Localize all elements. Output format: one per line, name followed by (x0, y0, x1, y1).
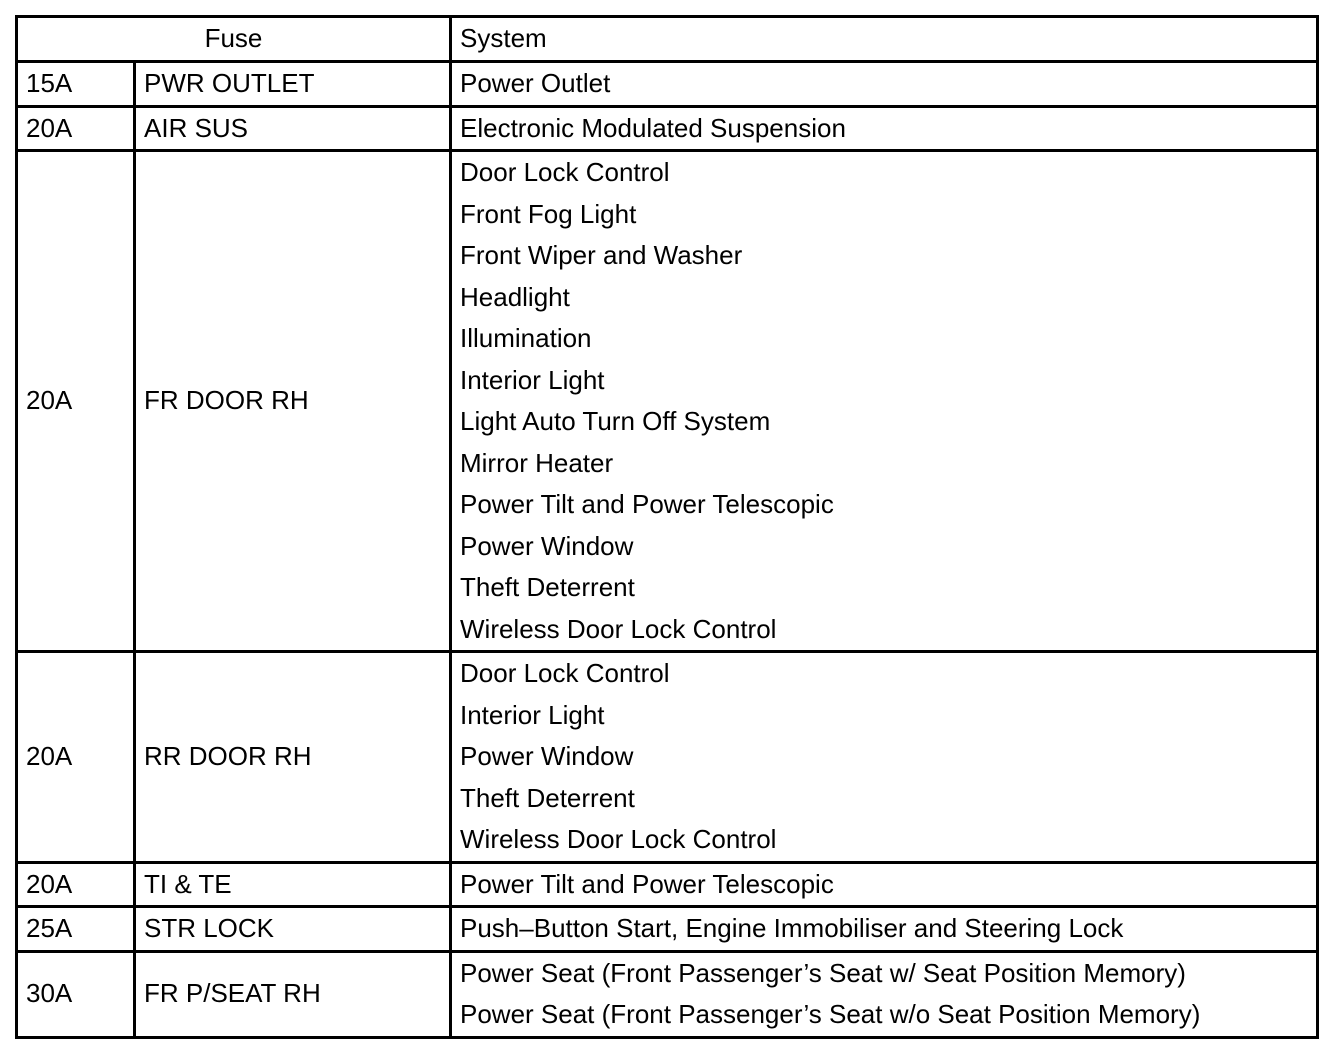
system-item: Light Auto Turn Off System (460, 406, 771, 436)
header-row (17, 17, 1318, 62)
system-item: Front Wiper and Washer (460, 240, 743, 270)
system-cell (451, 951, 1318, 1037)
system-item: Wireless Door Lock Control (460, 824, 777, 854)
system-cell (451, 907, 1318, 952)
fuse-table-body (17, 62, 1318, 1038)
system-item: Door Lock Control (460, 157, 670, 187)
system-item: Power Tilt and Power Telescopic (460, 489, 834, 519)
system-item: Power Window (460, 741, 634, 771)
system-item: Power Window (460, 530, 634, 561)
table-row (17, 652, 1318, 863)
system-cell (451, 106, 1318, 151)
system-item: Power Outlet (460, 68, 611, 98)
system-item: Illumination (460, 323, 592, 353)
system-item: Theft Deterrent (460, 572, 635, 602)
fuse-name: FR P/SEAT RH (135, 951, 451, 1037)
table-row (17, 151, 1318, 652)
fuse-amperage: 15A (17, 62, 135, 107)
system-item: Electronic Modulated Suspension (460, 112, 846, 143)
system-cell (451, 62, 1318, 107)
table-row (17, 862, 1318, 907)
system-item: Interior Light (460, 699, 605, 730)
fuse-name: PWR OUTLET (135, 62, 451, 107)
system-item: Headlight (460, 281, 570, 312)
system-cell (451, 151, 1318, 652)
fuse-table (15, 15, 1319, 1039)
system-item: Push–Button Start, Engine Immobiliser and Steering Lock (460, 913, 1124, 943)
system-item: Theft Deterrent (460, 782, 635, 813)
system-item: Wireless Door Lock Control (460, 613, 777, 644)
system-cell (451, 862, 1318, 907)
table-row (17, 907, 1318, 952)
table-row (17, 951, 1318, 1037)
system-item: Front Fog Light (460, 198, 637, 229)
fuse-column-header: Fuse (17, 17, 451, 62)
fuse-amperage: 20A (17, 862, 135, 907)
table-row (17, 106, 1318, 151)
system-item: Power Seat (Front Passenger’s Seat w/o Seat Position Memory) (460, 999, 1201, 1029)
system-item: Mirror Heater (460, 447, 614, 478)
system-cell (451, 652, 1318, 863)
fuse-name: RR DOOR RH (135, 652, 451, 863)
system-item: Door Lock Control (460, 658, 670, 688)
system-item: Power Tilt and Power Telescopic (460, 868, 834, 899)
system-column-header: System (451, 17, 1318, 62)
fuse-amperage: 25A (17, 907, 135, 952)
fuse-name: AIR SUS (135, 106, 451, 151)
fuse-amperage: 20A (17, 652, 135, 863)
fuse-amperage: 20A (17, 106, 135, 151)
table-row (17, 62, 1318, 107)
fuse-name: FR DOOR RH (135, 151, 451, 652)
system-item: Interior Light (460, 364, 605, 395)
fuse-name: TI & TE (135, 862, 451, 907)
fuse-name: STR LOCK (135, 907, 451, 952)
system-item: Power Seat (Front Passenger’s Seat w/ Seat Position Memory) (460, 957, 1186, 988)
fuse-amperage: 30A (17, 951, 135, 1037)
fuse-amperage: 20A (17, 151, 135, 652)
